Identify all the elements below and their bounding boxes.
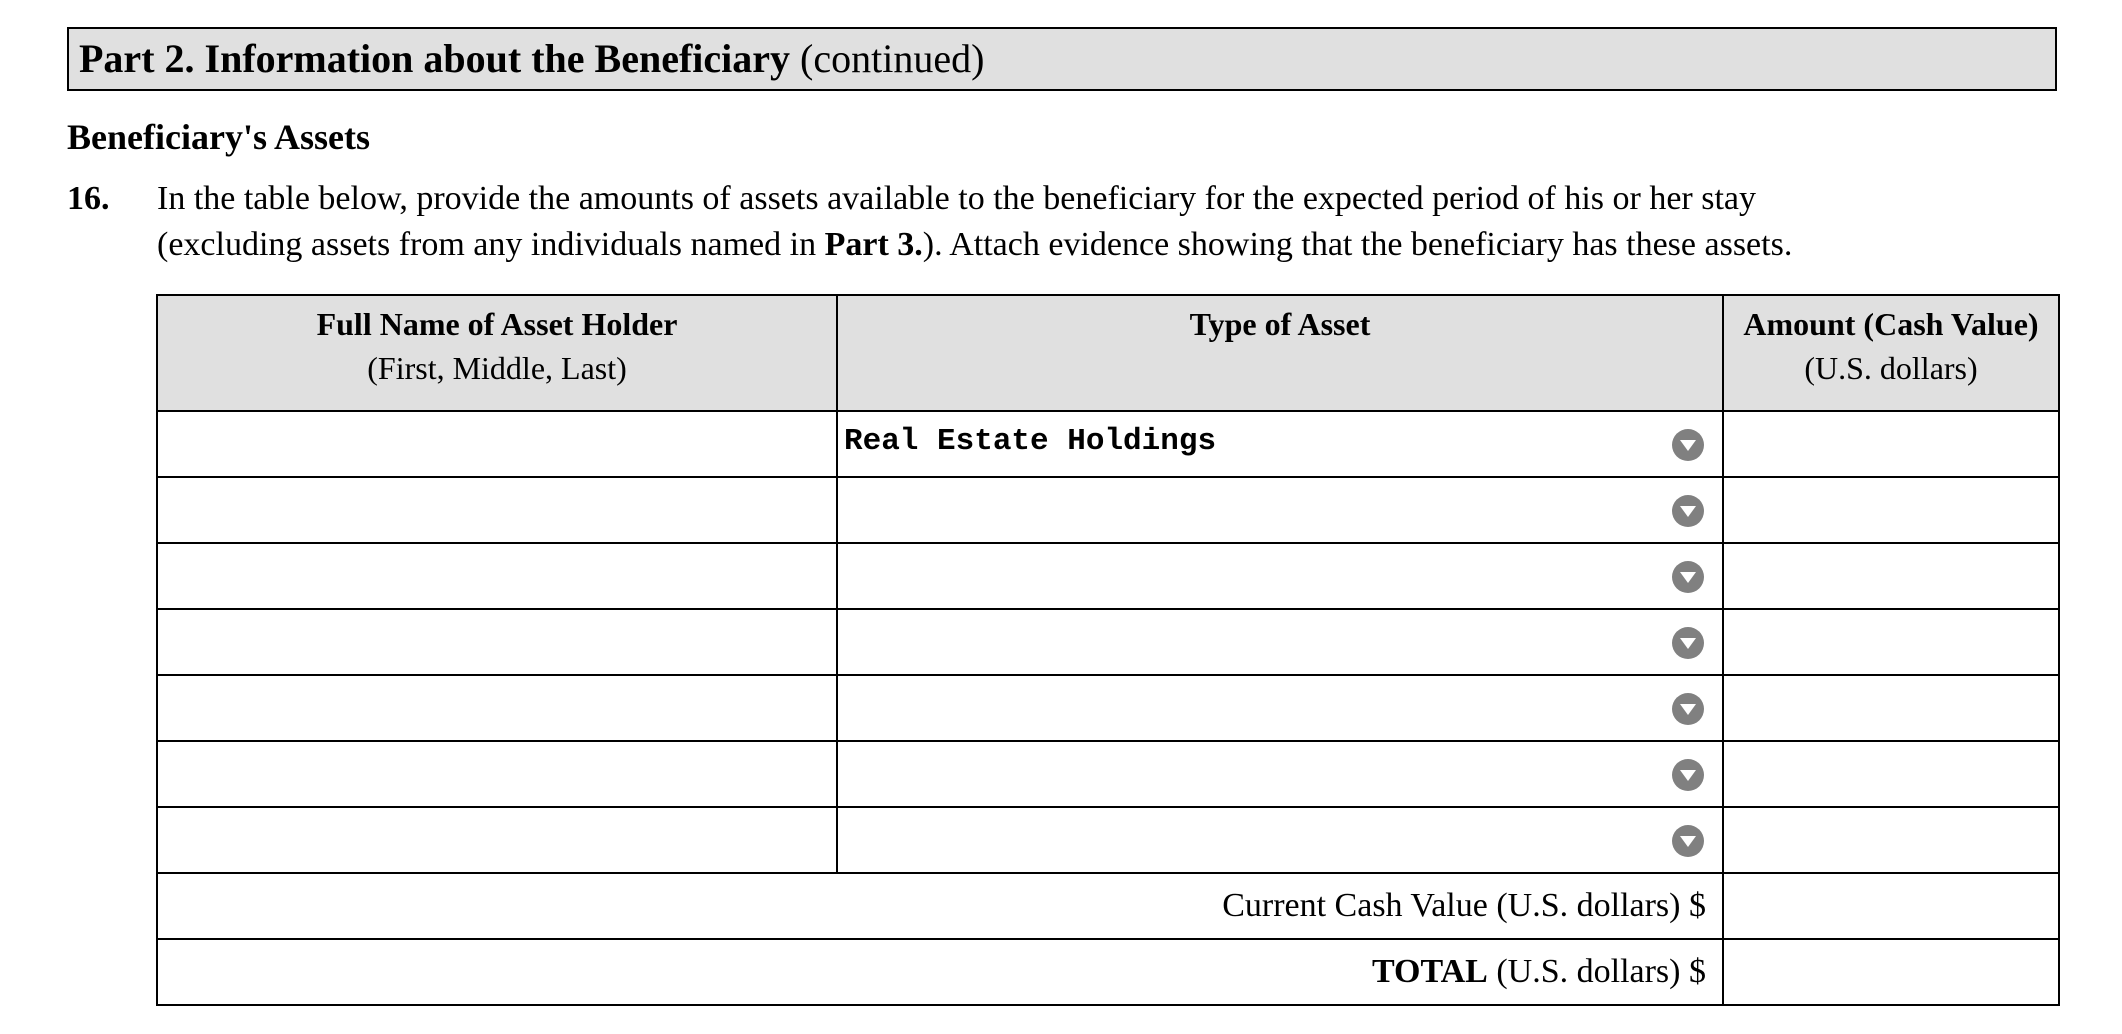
table-header-row	[157, 295, 2059, 411]
asset-type-select[interactable]	[837, 477, 1723, 543]
total-row	[157, 939, 2059, 1005]
asset-amount-field[interactable]	[1723, 609, 2059, 675]
column-header-type-title: Type of Asset	[1189, 306, 1371, 342]
column-header-amount	[1723, 295, 2059, 411]
asset-type-select[interactable]	[837, 543, 1723, 609]
current-cash-label: Current Cash Value (U.S. dollars) $	[157, 873, 1723, 939]
asset-amount-field[interactable]	[1723, 741, 2059, 807]
chevron-down-circle-icon[interactable]	[1672, 627, 1704, 659]
column-header-type	[837, 295, 1723, 411]
asset-type-value: Real Estate Holdings	[844, 424, 1217, 459]
asset-holder-name-field[interactable]	[157, 543, 837, 609]
column-header-amount-title: Amount (Cash Value)	[1743, 306, 2039, 342]
part-title: Part 2. Information about the Beneficiary	[79, 36, 791, 81]
chevron-down-circle-icon[interactable]	[1672, 759, 1704, 791]
chevron-down-circle-icon[interactable]	[1672, 561, 1704, 593]
asset-holder-name-field[interactable]	[157, 741, 837, 807]
part-header	[67, 27, 2057, 91]
asset-type-select[interactable]	[837, 675, 1723, 741]
assets-table	[156, 294, 2060, 1006]
column-header-name-subtitle: (First, Middle, Last)	[367, 350, 627, 386]
asset-holder-name-field[interactable]	[157, 675, 837, 741]
total-label	[157, 939, 1723, 1005]
instructions-line-2-suffix: ). Attach evidence showing that the beneficiary has these assets.	[922, 226, 1793, 263]
instructions-line-1: In the table below, provide the amounts of assets available to the beneficiary for the expected period of his or her stay	[157, 180, 1757, 217]
asset-holder-name-field[interactable]	[157, 411, 837, 477]
current-cash-row	[157, 873, 2059, 939]
item-instructions	[157, 176, 2057, 268]
asset-type-select[interactable]	[837, 741, 1723, 807]
table-row	[157, 741, 2059, 807]
total-value-field[interactable]	[1723, 939, 2059, 1005]
asset-amount-field[interactable]	[1723, 675, 2059, 741]
table-row	[157, 807, 2059, 873]
asset-holder-name-field[interactable]	[157, 477, 837, 543]
chevron-down-circle-icon[interactable]	[1672, 693, 1704, 725]
current-cash-value-field[interactable]	[1723, 873, 2059, 939]
column-header-amount-subtitle: (U.S. dollars)	[1804, 350, 1978, 386]
instructions-line-2	[157, 222, 2057, 268]
asset-amount-field[interactable]	[1723, 543, 2059, 609]
asset-type-select[interactable]	[837, 411, 1723, 477]
table-row	[157, 477, 2059, 543]
asset-amount-field[interactable]	[1723, 807, 2059, 873]
part-suffix: (continued)	[800, 36, 985, 81]
column-header-name	[157, 295, 837, 411]
asset-holder-name-field[interactable]	[157, 609, 837, 675]
total-label-rest: (U.S. dollars) $	[1487, 953, 1706, 990]
asset-amount-field[interactable]	[1723, 411, 2059, 477]
section-title: Beneficiary's Assets	[67, 117, 370, 157]
chevron-down-circle-icon[interactable]	[1672, 825, 1704, 857]
table-row	[157, 543, 2059, 609]
instructions-line-2-prefix: (excluding assets from any individuals named in	[157, 226, 825, 263]
part-3-reference: Part 3.	[824, 226, 923, 263]
asset-amount-field[interactable]	[1723, 477, 2059, 543]
column-header-name-title: Full Name of Asset Holder	[316, 306, 678, 342]
asset-type-select[interactable]	[837, 609, 1723, 675]
table-row	[157, 609, 2059, 675]
asset-type-select[interactable]	[837, 807, 1723, 873]
total-label-bold: TOTAL	[1371, 953, 1488, 990]
chevron-down-circle-icon[interactable]	[1672, 495, 1704, 527]
asset-holder-name-field[interactable]	[157, 807, 837, 873]
item-number: 16.	[67, 180, 110, 217]
table-row	[157, 411, 2059, 477]
chevron-down-circle-icon[interactable]	[1672, 429, 1704, 461]
table-row	[157, 675, 2059, 741]
